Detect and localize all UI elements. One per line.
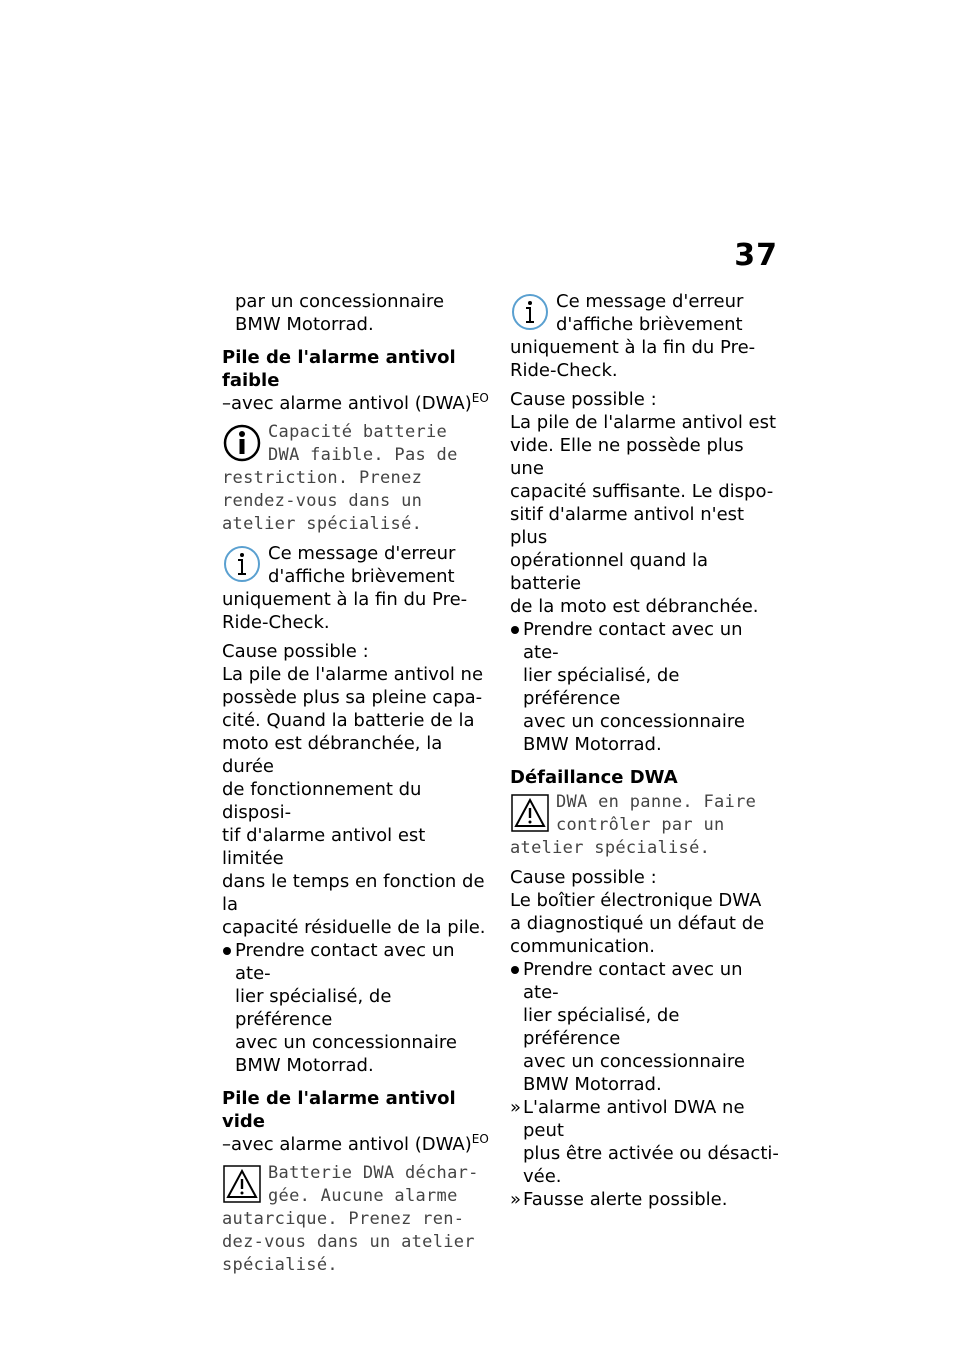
- cause-label: Cause possible :: [510, 867, 657, 888]
- display-message-text: Batterie DWA déchar- gée. Aucune alarme autarcique. Prenez ren- dez-vous dans un atelier spécialisé.: [222, 1163, 479, 1275]
- info-note-block: [510, 290, 780, 382]
- warning-icon: [222, 1164, 262, 1204]
- intro-text: [222, 290, 492, 336]
- result-item: » L'alarme antivol DWA ne peut plus être activée ou désacti- vée.: [510, 1097, 779, 1187]
- display-message-text: DWA en panne. Faire contrôler par un atelier spécialisé.: [510, 792, 757, 858]
- display-message-text: Capacité batterie DWA faible. Pas de restriction. Prenez rendez-vous dans un atelier spécialisé.: [222, 422, 458, 534]
- option-superscript: EO: [471, 1132, 489, 1146]
- section-title-battery-empty: Pile de l'alarme antivol vide: [222, 1088, 456, 1132]
- bullet-dot-icon: [511, 626, 519, 634]
- page-number: 37: [734, 238, 778, 273]
- cause-label: Cause possible :: [510, 389, 657, 410]
- subtitle-text: –avec alarme antivol (DWA): [222, 1134, 472, 1155]
- subtitle-text: –avec alarme antivol (DWA): [222, 393, 472, 414]
- cause-text: La pile de l'alarme antivol ne possède plus sa pleine capa- cité. Quand la batterie de la moto est débranchée, la durée de fonctionnement du disposi- tif d'alarme antivol est limitée dans le temps en fonction de la capacité résiduelle de la pile.: [222, 664, 486, 938]
- section-title-dwa-failure: Défaillance DWA: [510, 767, 678, 788]
- display-message-block: [222, 421, 492, 536]
- section-subtitle: [222, 1133, 492, 1156]
- display-message-block: [510, 791, 780, 860]
- result-item: » Fausse alerte possible.: [510, 1189, 728, 1210]
- action-bullet: Prendre contact avec un ate- lier spécialisé, de préférence avec un concessionnaire BMW Motorrad.: [510, 958, 780, 1096]
- info-icon: [222, 423, 262, 463]
- bullet-dot-icon: [511, 966, 519, 974]
- intro-line: BMW Motorrad.: [235, 314, 374, 335]
- intro-line: par un concessionnaire: [235, 291, 445, 312]
- left-column: [222, 290, 492, 1277]
- info-outline-icon: [222, 544, 262, 584]
- bullet-dot-icon: [223, 947, 231, 955]
- section-subtitle: [222, 392, 492, 415]
- cause-text: Le boîtier électronique DWA a diagnostiqué un défaut de communication.: [510, 890, 765, 957]
- warning-icon: [510, 793, 550, 833]
- option-superscript: EO: [471, 391, 489, 405]
- result-arrow-icon: »: [510, 1189, 522, 1210]
- right-column: [510, 290, 780, 1211]
- result-arrow-icon: »: [510, 1097, 522, 1118]
- action-bullet: Prendre contact avec un ate- lier spécialisé, de préférence avec un concessionnaire BMW Motorrad.: [222, 939, 492, 1077]
- section-title-battery-low: Pile de l'alarme antivol faible: [222, 347, 456, 391]
- info-note-text: Ce message d'erreur d'affiche brièvement uniquement à la fin du Pre- Ride-Check.: [510, 291, 756, 381]
- cause-text: La pile de l'alarme antivol est vide. Elle ne possède plus une capacité suffisante. Le dispo- sitif d'alarme antivol n'est plus opérationnel quand la batterie de la moto est débranchée.: [510, 412, 777, 617]
- info-outline-icon: [510, 292, 550, 332]
- cause-label: Cause possible :: [222, 641, 369, 662]
- display-message-block: [222, 1162, 492, 1277]
- action-bullet: Prendre contact avec un ate- lier spécialisé, de préférence avec un concessionnaire BMW Motorrad.: [510, 618, 780, 756]
- info-note-block: [222, 542, 492, 634]
- info-note-text: Ce message d'erreur d'affiche brièvement uniquement à la fin du Pre- Ride-Check.: [222, 543, 468, 633]
